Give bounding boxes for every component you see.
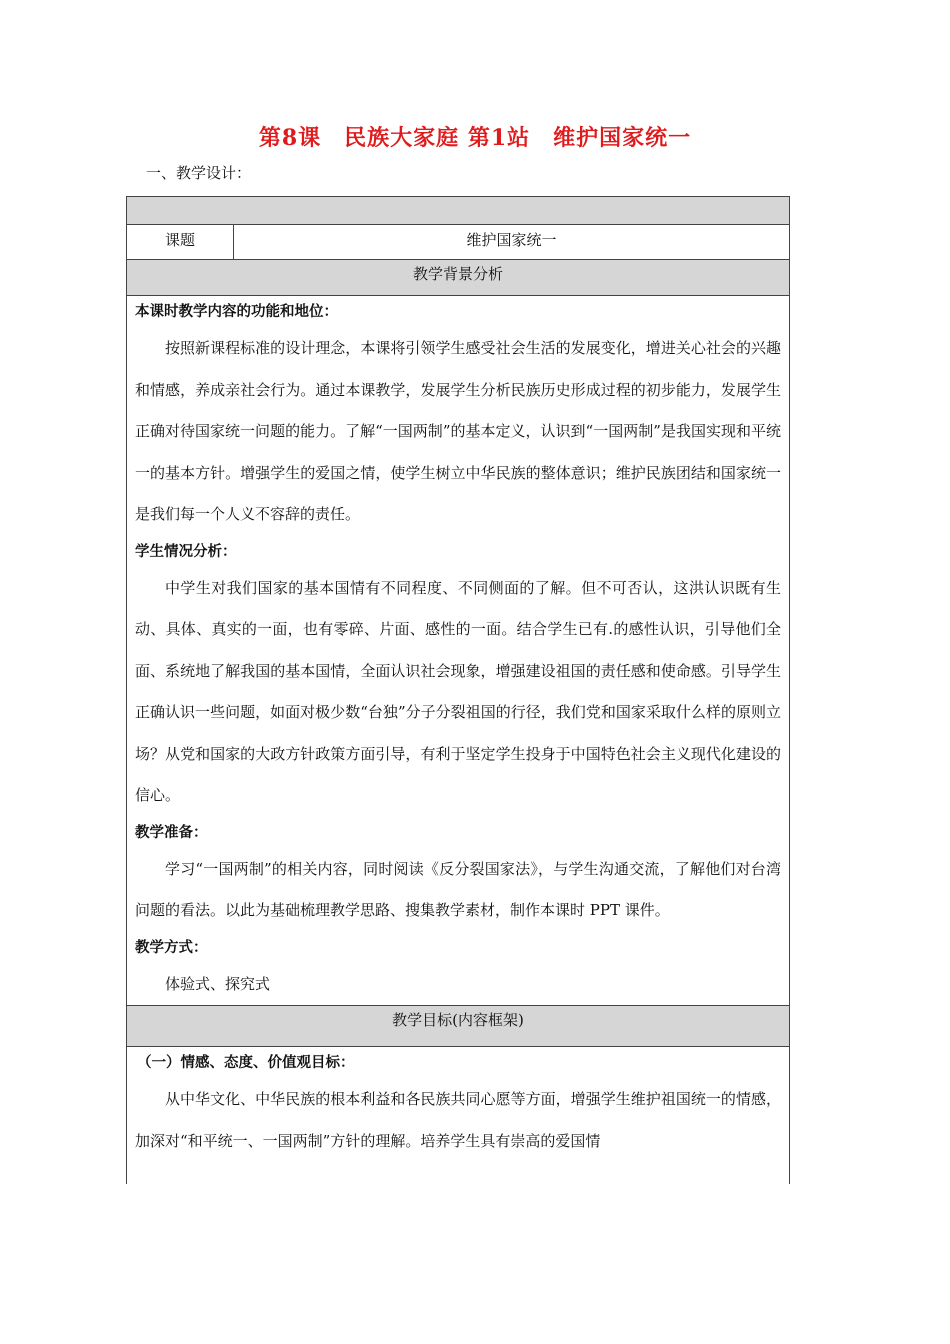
table-header-row <box>127 197 789 225</box>
function-heading: 本课时教学内容的功能和地位： <box>135 304 338 320</box>
student-heading: 学生情况分析： <box>135 543 237 560</box>
function-text: 按照新课程标准的设计理念，本课将引领学生感受社会生活的发展变化，增进关心社会的兴趣和情感，养成亲社会行为。通过本课教学，发展学生分析民族历史形成过程的初步能力，发展学生正确对待国家统一问题的能力。了解“一国两制”的基本定义，认识到“一国两制”是我国实现和平统一的基本方针。增强学生的爱国之情，使学生树立中华民族的整体意识；维护民族团结和国家统一是我们每一个人义不容辞的责任。 <box>135 339 781 523</box>
topic-row <box>127 225 789 260</box>
topic-label: 课题 <box>127 225 234 259</box>
background-content <box>127 296 789 1005</box>
goal1-text: 从中华文化、中华民族的根本利益和各民族共同心愿等方面，增强学生维护祖国统一的情感，加深对“和平统一、一国两制”方针的理解。培养学生具有崇高的爱国情 <box>135 1090 781 1150</box>
document-title: 第8课 民族大家庭 第1站 维护国家统一 <box>258 125 692 151</box>
method-text: 体验式、探究式 <box>165 974 271 993</box>
background-header: 教学背景分析 <box>127 260 789 296</box>
goals-content <box>127 1047 789 1162</box>
method-heading: 教学方式： <box>135 939 208 956</box>
prep-heading: 教学准备： <box>135 824 208 841</box>
goals-header: 教学目标(内容框架) <box>127 1005 789 1047</box>
section-heading: 一、教学设计： <box>146 164 252 182</box>
prep-text: 学习“一国两制”的相关内容，同时阅读《反分裂国家法》，与学生沟通交流，了解他们对台湾问题的看法。以此为基础梳理教学思路、搜集教学素材，制作本课时 PPT 课件。 <box>135 859 781 919</box>
goal1-heading: （一）情感、态度、价值观目标： <box>137 1055 355 1071</box>
lesson-table <box>126 196 790 1184</box>
student-text: 中学生对我们国家的基本国情有不同程度、不同侧面的了解。但不可否认，这洪认识既有生动、具体、真实的一面，也有零碎、片面、感性的一面。结合学生已有.的感性认识，引导他们全面、系统地了解我国的基本国情，全面认识社会现象，增强建设祖国的责任感和使命感。引导学生正确认识一些问题，如面对极少数“台独”分子分裂祖国的行径，我们党和国家采取什么样的原则立场？从党和国家的大政方针政策方面引导，有利于坚定学生投身于中国特色社会主义现代化建设的信心。 <box>135 578 781 804</box>
topic-value: 维护国家统一 <box>466 231 557 249</box>
